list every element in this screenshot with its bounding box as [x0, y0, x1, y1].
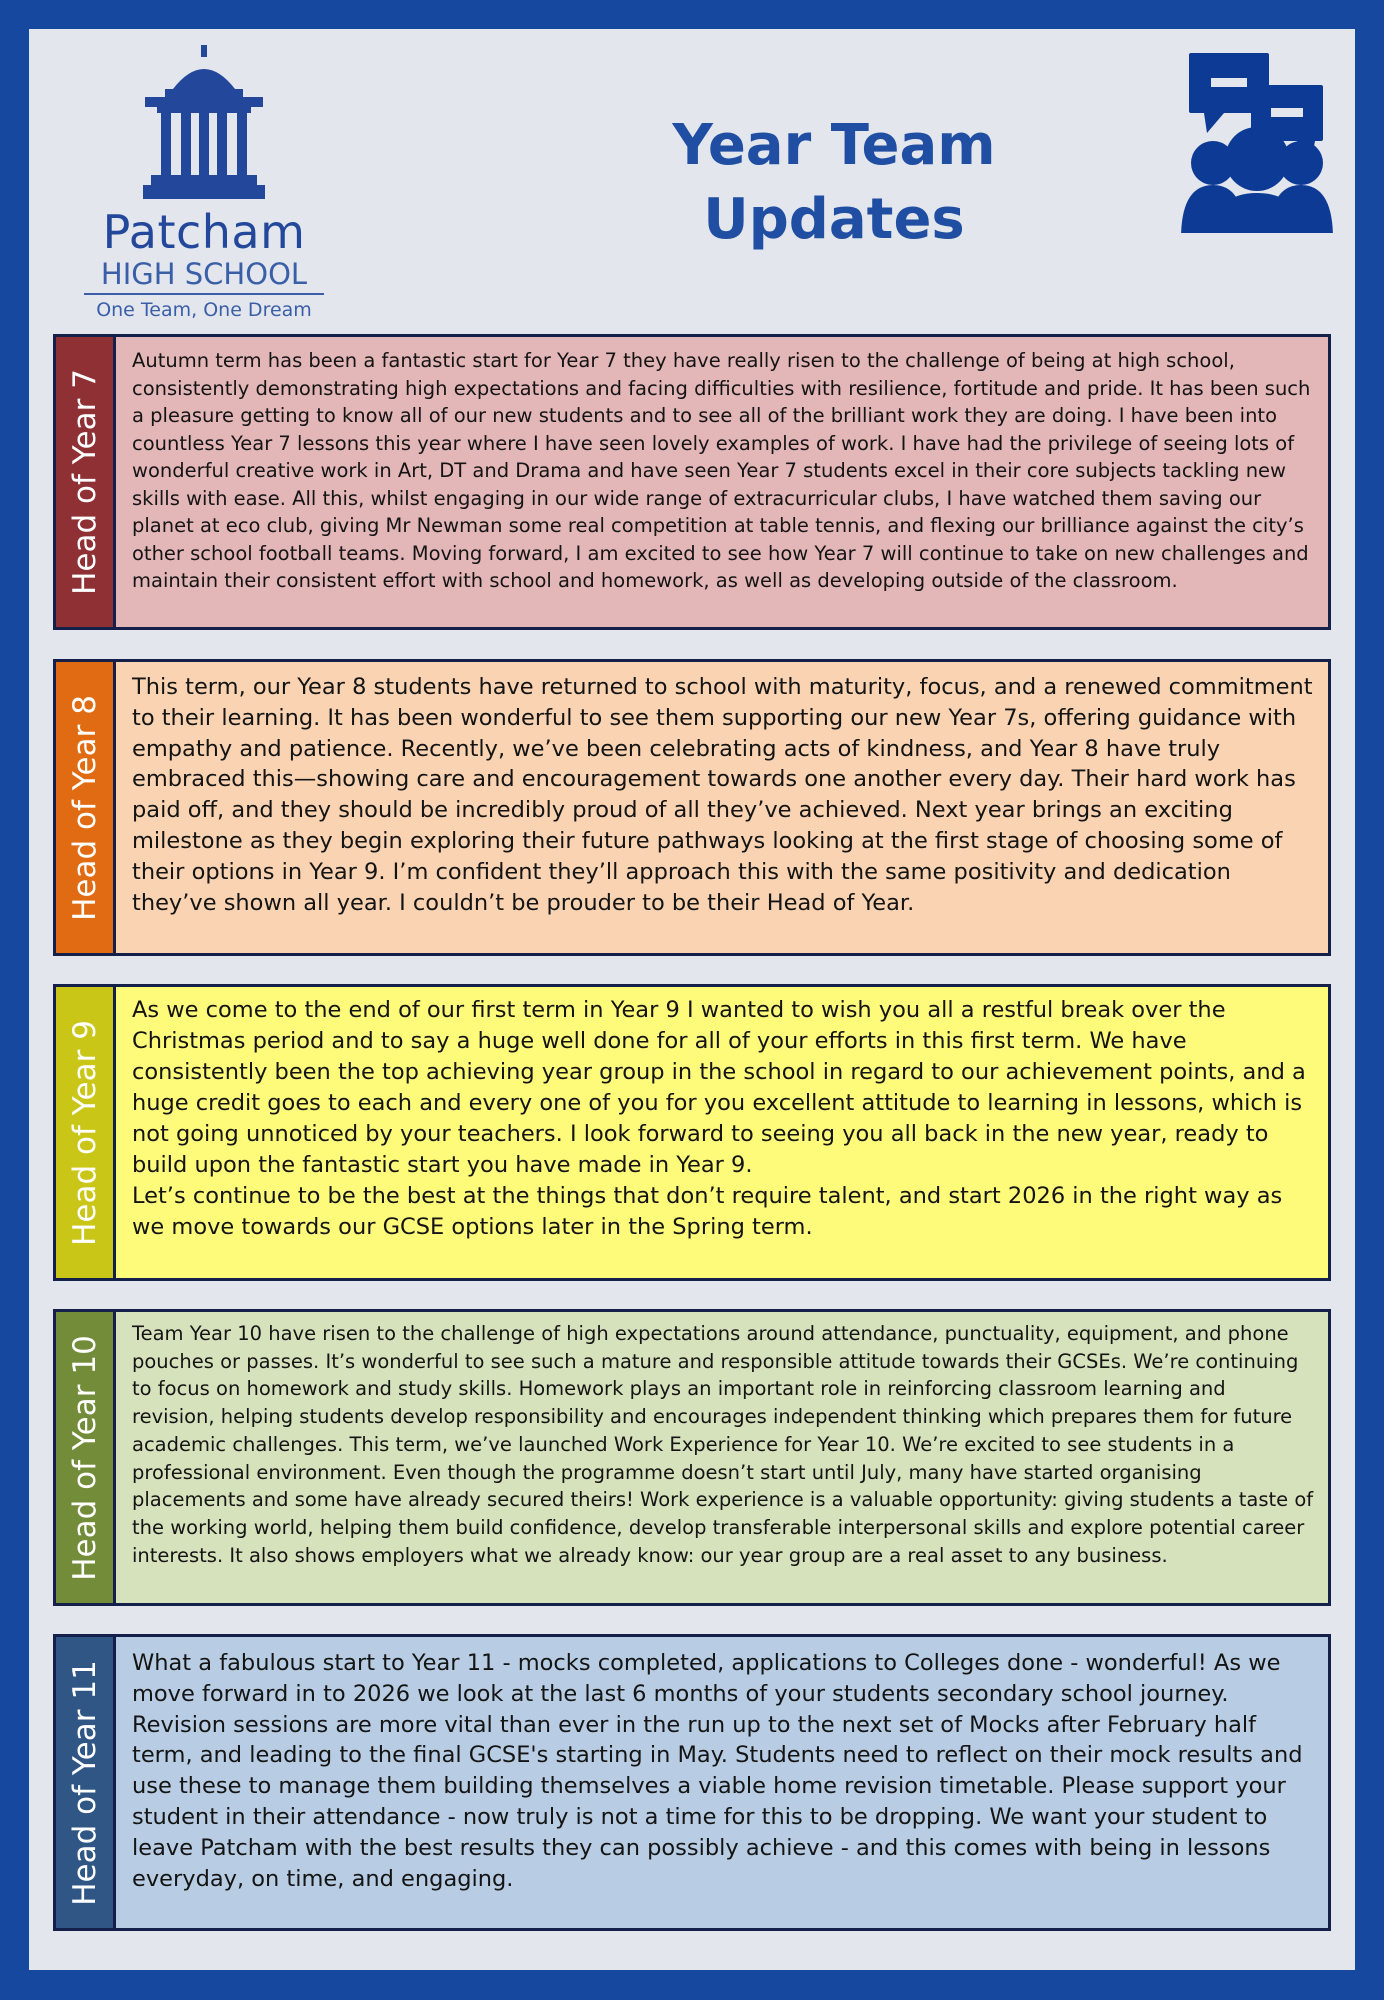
section-text: Autumn term has been a fantastic start for Year 7 they have really risen to the challenge of being at high school, consistently demonstrating high expectations and facing difficulties with resilience, fortitude and pride. It has been such a pleasure getting to know all of our new students and to see all of the brilliant work they are doing. I have been into countless Year 7 lessons this year where I have seen lovely examples of work. I have had the privilege of seeing lots of wonderful creative work in Art, DT and Drama and have seen Year 7 students excel in their core subjects tackling new skills with ease. All this, whilst engaging in our wide range of extracurricular clubs, I have watched them saving our planet at eco club, giving Mr Newman some real competition at table tennis, and flexing our brilliance against the city’s other school football teams. Moving forward, I am excited to see how Year 7 will continue to take on new challenges and maintain their consistent effort with school and homework, as well as developing outside of the classroom. [132, 349, 1311, 592]
school-subtitle: HIGH SCHOOL [84, 257, 324, 295]
section-label: Head of Year 8 [66, 694, 103, 921]
section-text-block [116, 987, 1328, 1278]
section-label-bar [56, 1312, 116, 1603]
section-text: As we come to the end of our first term in Year 9 I wanted to wish you all a restful break over the Christmas period and to say a huge well done for all of your efforts in this first term. We have consistently been the top achieving year group in the school in regard to our achievement points, and a huge credit goes to each and every one of you for you excellent attitude to learning in lessons, which is not going unnoticed by your teachers. I look forward to seeing you all back in the new year, ready to build upon the fantastic start you have made in Year 9. [132, 997, 1306, 1178]
school-name: Patcham [102, 205, 306, 259]
section-label-bar [56, 987, 116, 1278]
people-chat-icon [1149, 43, 1334, 233]
section-label-bar [56, 1637, 116, 1928]
school-logo [84, 45, 324, 325]
section-year-7 [53, 334, 1331, 630]
section-text-continued: Let’s continue to be the best at the things that don’t require talent, and start 2026 in the right way as we move towards our GCSE options later in the Spring term. [132, 1183, 1283, 1240]
section-text: Team Year 10 have risen to the challenge of high expectations around attendance, punctuality, equipment, and phone pouches or passes. It’s wonderful to see such a mature and responsible attitude towards their GCSEs. We’re continuing to focus on homework and study skills. Homework plays an important role in reinforcing classroom learning and revision, helping students develop responsibility and encourages independent thinking which prepares them for future academic challenges. This term, we’ve launched Work Experience for Year 10. We’re excited to see students in a professional environment. Even though the programme doesn’t start until July, many have started organising placements and some have already secured theirs! Work experience is a valuable opportunity: giving students a taste of the working world, helping them build confidence, develop transferable interpersonal skills and explore potential career interests. It also shows employers what we already know: our year group are a real asset to any business. [132, 1322, 1314, 1567]
section-year-8 [53, 659, 1331, 956]
page-title [609, 109, 1059, 257]
title-line-2: Updates [703, 187, 965, 252]
section-text: This term, our Year 8 students have returned to school with maturity, focus, and a renewed commitment to their learning. It has been wonderful to see them supporting our new Year 7s, offering guidance with empathy and patience. Recently, we’ve been celebrating acts of kindness, and Year 8 have truly embraced this—showing care and encouragement towards one another every day. Their hard work has paid off, and they should be incredibly proud of all they’ve achieved. Next year brings an exciting milestone as they begin exploring their future pathways looking at the first stage of choosing some of their options in Year 9. I’m confident they’ll approach this with the same positivity and dedication they’ve shown all year. I couldn’t be prouder to be their Head of Year. [132, 674, 1313, 916]
section-label: Head of Year 10 [66, 1334, 103, 1581]
title-line-1: Year Team [672, 113, 996, 178]
section-year-11 [53, 1634, 1331, 1931]
section-text: What a fabulous start to Year 11 - mocks completed, applications to Colleges done - wonderful! As we move forward in to 2026 we look at the last 6 months of your students secondary school journey. Revision sessions are more vital than ever in the run up to the next set of Mocks after February half term, and leading to the final GCSE's starting in May. Students need to reflect on their mock results and use these to manage them building themselves a viable home revision timetable. Please support your student in their attendance - now truly is not a time for this to be dropping. We want your student to leave Patcham with the best results they can possibly achieve - and this comes with being in lessons everyday, on time, and engaging. [132, 1650, 1303, 1892]
bandstand-icon [137, 45, 271, 205]
section-year-10 [53, 1309, 1331, 1606]
section-label-bar [56, 662, 116, 953]
section-label-bar [56, 337, 116, 627]
newsletter-page [29, 29, 1355, 1970]
section-label: Head of Year 11 [66, 1659, 103, 1906]
section-label: Head of Year 9 [66, 1019, 103, 1246]
section-label: Head of Year 7 [66, 369, 103, 595]
school-tagline: One Team, One Dream [96, 299, 312, 321]
section-year-9 [53, 984, 1331, 1281]
